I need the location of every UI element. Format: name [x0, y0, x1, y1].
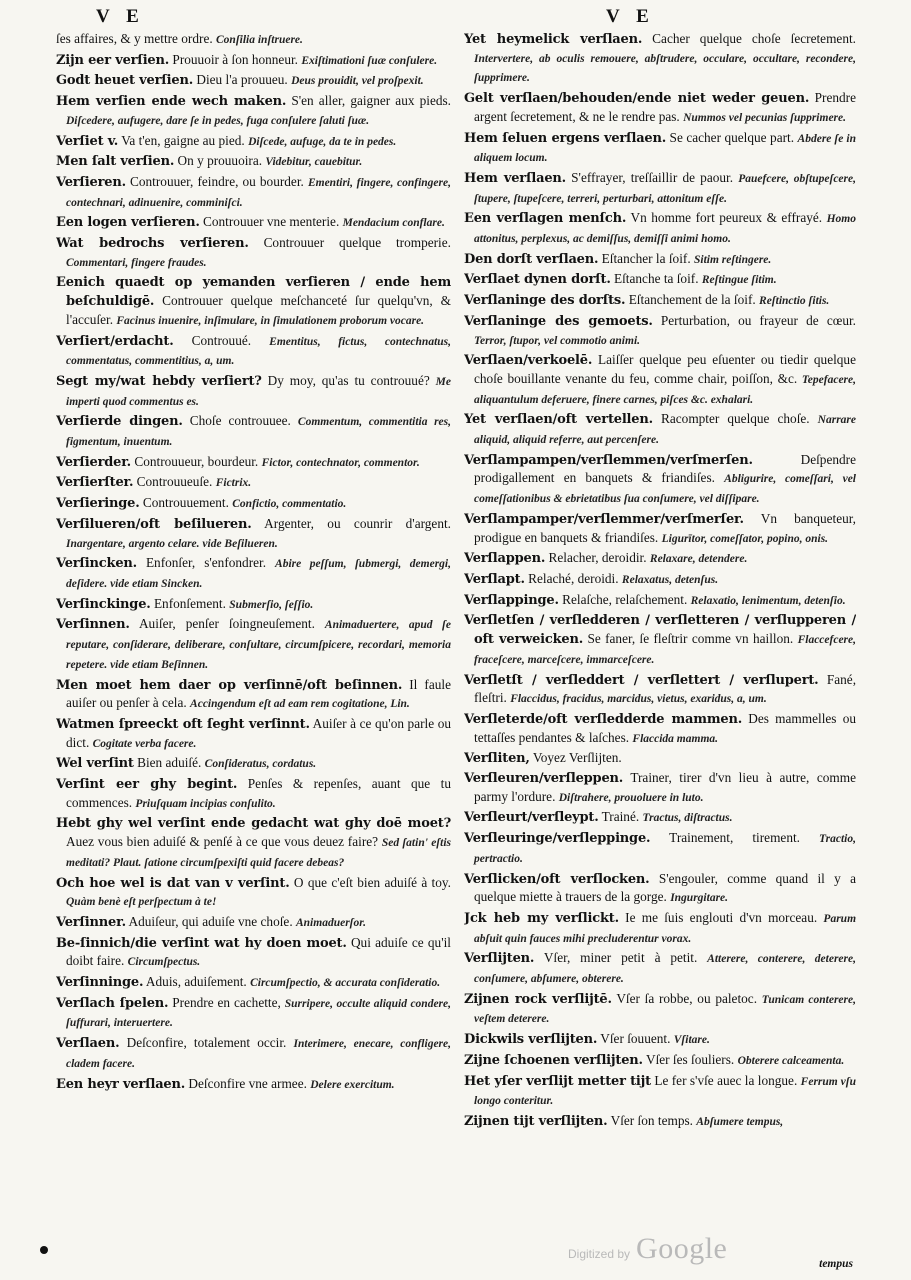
headword: Zijn eer verſien.	[56, 52, 170, 68]
latin-gloss: Homo attonitus, perplexus, ac demiſſus, demiſſi animi homo.	[474, 213, 856, 246]
latin-gloss: Tractus, diſtractus.	[642, 812, 733, 825]
dictionary-entry	[464, 829, 856, 868]
headword: Verſierſter.	[56, 475, 134, 491]
french-gloss: Relaché, deroidi.	[528, 570, 619, 586]
french-gloss: Ie me ſuis englouti d'vn morceau.	[625, 909, 818, 925]
headword: Verſiert/erdacht.	[56, 333, 174, 349]
dictionary-entry	[56, 934, 451, 972]
french-gloss: Controuuer quelque tromperie.	[263, 235, 451, 251]
dictionary-entry	[464, 351, 856, 409]
headword: Verſinnen.	[56, 617, 130, 633]
dictionary-entry	[464, 291, 856, 311]
headword: Godt heuet verſien.	[56, 73, 194, 89]
dictionary-entry	[56, 473, 451, 493]
french-gloss: Controuueuſe.	[136, 474, 213, 490]
dictionary-entry	[56, 234, 451, 272]
dictionary-entry	[56, 775, 451, 813]
headword: Zijne ſchoenen verſlijten.	[464, 1052, 643, 1068]
dictionary-entry	[56, 994, 451, 1033]
dictionary-entry	[56, 152, 451, 172]
latin-gloss: Flaccidus, fracidus, marcidus, vietus, exaridus, a, um.	[510, 693, 767, 706]
headword: Verſleuringe/verſleppinge.	[464, 831, 651, 847]
latin-gloss: Circumſpectio, & accurata conſideratio.	[250, 977, 441, 990]
dictionary-entry	[56, 615, 451, 674]
french-gloss: Enfonſement.	[153, 595, 226, 611]
french-gloss: S'engouler, comme quand il y a quelque miette à trauers de la gorge.	[474, 870, 856, 905]
french-gloss: Prendre argent ſecretement, & ne le rendre pas.	[474, 90, 856, 124]
latin-gloss: Animaduertere, apud ſe reputare, conſiderare, deliberare, conſultare, circumſpicere, recordari, memoria repetere. vide etiam Beſinnen.	[66, 619, 451, 671]
latin-gloss: Pauefcere, obſtupeſcere, ſtupere, ſtupeſcere, terreri, perturbari, attonitum eſſe.	[474, 172, 856, 205]
headword: Een logen verſieren.	[56, 215, 200, 231]
headword: Verſlaet dynen dorſt.	[464, 272, 611, 288]
headword: Hem verſlaen.	[464, 170, 566, 186]
dictionary-entry	[464, 30, 856, 88]
headword: Watmen ſpreeckt oft ſeght verſinnt.	[56, 716, 310, 732]
french-gloss: Deſpendre prodigallement en banquets & friandiſes.	[474, 451, 856, 486]
dictionary-entry	[56, 173, 451, 212]
dictionary-entry	[56, 494, 451, 514]
french-gloss: Laiſſer quelque peu eſuenter ou tiedir quelque choſe bouillante venante du feu, comme chair, poiſſon, &c.	[474, 352, 856, 386]
dictionary-entry	[56, 973, 451, 993]
headword: Verſlaninge des dorſts.	[464, 293, 626, 309]
dictionary-entry	[464, 1072, 856, 1111]
french-gloss: Controuuer vne menterie.	[203, 214, 340, 230]
dictionary-entry	[56, 913, 451, 933]
latin-gloss: Diſcede, aufuge, da te in pedes.	[248, 135, 397, 148]
dictionary-entry	[56, 715, 451, 753]
latin-gloss: Tractio, pertractio.	[474, 833, 856, 865]
dictionary-entry	[56, 332, 451, 371]
latin-gloss: Abdere ſe in aliquem locum.	[474, 132, 856, 165]
headword: Hem verſien ende wech maken.	[56, 94, 287, 110]
latin-gloss: Tepefacere, aliquantulum deferuere, finere carnes, piſces &c. exhalari.	[474, 373, 856, 406]
latin-gloss: Relaxatio, lenimentum, detenſio.	[690, 594, 846, 607]
dictionary-entry	[464, 270, 856, 290]
latin-gloss: Sitim reſtingere.	[693, 253, 772, 266]
headword: Zijnen tijt verſlijten.	[464, 1113, 608, 1129]
french-gloss: Choſe controuuee.	[189, 413, 291, 429]
latin-gloss: Deus prouidit, vel proſpexit.	[291, 75, 424, 88]
french-gloss: Se cacher quelque part.	[669, 129, 795, 145]
latin-gloss: Terror, ſtupor, vel commotio animi.	[474, 334, 641, 347]
latin-gloss: Confictio, commentatio.	[232, 498, 347, 511]
dictionary-entry	[56, 554, 451, 593]
latin-gloss: Relaxare, detendere.	[649, 553, 748, 566]
latin-gloss: Relaxatus, detenſus.	[621, 573, 719, 586]
latin-gloss: Abligurire, comeſſari, vel comeſſationibus & ebrietatibus ſua conſumere, vel diſſipare.	[474, 473, 856, 506]
headword: Yet heymelick verſlaen.	[464, 32, 643, 47]
french-gloss: Prouuoir à ſon honneur.	[172, 51, 298, 67]
headword: Verſierder.	[56, 454, 132, 470]
french-gloss: Racompter quelque choſe.	[661, 411, 810, 427]
ink-spot	[40, 1246, 48, 1254]
dictionary-entry	[56, 30, 451, 50]
latin-gloss: Flaccefcere, fraceſcere, marceſcere, immarceſcere.	[474, 634, 856, 666]
french-gloss: Aduis, aduiſement.	[145, 974, 247, 990]
dictionary-entry	[56, 515, 451, 553]
right-column	[464, 30, 856, 1240]
dictionary-entry	[464, 749, 856, 768]
french-gloss: Vn homme fort peureux & effrayé.	[630, 210, 823, 226]
headword: Men moet hem daer op verſinnē/oft beſinnen.	[56, 677, 403, 693]
headword: Het yſer verſlijt metter tijt	[464, 1073, 651, 1089]
headword: Gelt verſlaen/behouden/ende niet weder geuen.	[464, 91, 810, 107]
dictionary-entry	[464, 1112, 856, 1132]
headword: Een heyr verſlaen.	[56, 1076, 186, 1092]
dictionary-entry	[464, 990, 856, 1029]
french-gloss: Vn banqueteur, prodigue en banquets & friandiſes.	[474, 510, 856, 545]
dictionary-entry	[56, 676, 451, 714]
dictionary-entry	[56, 273, 451, 330]
dictionary-entry	[56, 595, 451, 615]
headword: Eenich quaedt op yemanden verſieren / ende hem beſchuldigē.	[56, 275, 451, 310]
dictionary-entry	[464, 129, 856, 168]
french-gloss: Bien aduiſé.	[137, 755, 202, 771]
dictionary-entry	[56, 71, 451, 91]
dictionary-entry	[56, 412, 451, 451]
latin-gloss: Commentari, fingere fraudes.	[66, 256, 207, 269]
french-gloss: Cacher quelque choſe ſecretement.	[652, 31, 856, 46]
latin-gloss: Interimere, enecare, confligere, cladem facere.	[66, 1038, 451, 1070]
headword: Verſlaninge des gemoets.	[464, 313, 653, 329]
google-logo: Google	[636, 1232, 728, 1265]
french-gloss: S'en aller, gaigner aux pieds.	[291, 93, 451, 109]
dictionary-entry	[464, 808, 856, 828]
headword: Jck heb my verſlickt.	[464, 910, 619, 926]
dictionary-entry	[56, 213, 451, 233]
latin-gloss: Exiſtimationi ſuæ conſulere.	[301, 54, 438, 67]
headword: Den dorſt verſlaen.	[464, 251, 599, 267]
french-gloss: Va t'en, gaigne au pied.	[121, 132, 245, 148]
dictionary-entry	[464, 209, 856, 248]
headword: Verſleuren/verſleppen.	[464, 771, 624, 787]
watermark-caption: Digitized by	[568, 1247, 631, 1261]
dictionary-entry	[464, 570, 856, 590]
latin-gloss: Reſtingue ſitim.	[701, 274, 777, 287]
latin-gloss: Ligurītor, comeſſator, popino, onis.	[661, 532, 829, 545]
french-gloss: Relacher, deroidir.	[548, 550, 647, 566]
latin-gloss: Fictrix.	[215, 477, 252, 490]
dictionary-entry	[464, 909, 856, 948]
dictionary-entry	[56, 814, 451, 872]
french-gloss: Se faner, ſe fleſtrir comme vn haillon.	[587, 631, 794, 647]
headword: Yet verſlaen/oft vertellen.	[464, 412, 653, 428]
dictionary-entry	[464, 591, 856, 611]
running-head-left: V E	[96, 6, 145, 27]
latin-gloss: Nummos vel pecunias ſupprimere.	[683, 111, 847, 124]
french-gloss: Trainé.	[601, 809, 640, 825]
latin-gloss: Circumſpectus.	[127, 956, 201, 969]
latin-gloss: Diſtrahere, prouoluere in luto.	[558, 791, 704, 804]
latin-gloss: Submerſio, ſeſſio.	[229, 598, 314, 611]
french-gloss: Auiſer, penſer ſoingneuſement.	[138, 616, 315, 632]
latin-gloss: Surripere, occulte aliquid condere, ſuffurari, interuertere.	[66, 997, 451, 1030]
french-gloss: Aduiſeur, qui aduiſe vne choſe.	[128, 913, 293, 929]
headword: Verſierde dingen.	[56, 414, 183, 430]
french-gloss: Argenter, ou counrir d'argent.	[264, 515, 451, 531]
french-gloss: Enfonſer, s'enfondrer.	[145, 555, 267, 571]
headword: Wat bedrochs verſieren.	[56, 236, 249, 252]
latin-gloss: Ementitus, fictus, contechnatus, commentatus, commentitius, a, um.	[66, 335, 451, 368]
dictionary-entry	[464, 949, 856, 988]
running-head-right: V E	[606, 6, 655, 27]
headword: Verſliten,	[464, 751, 530, 767]
headword: Verſlach ſpelen.	[56, 995, 169, 1011]
digitized-watermark	[568, 1232, 727, 1266]
dictionary-entry	[56, 1075, 451, 1095]
dictionary-entry	[56, 92, 451, 130]
french-gloss: Fané, fleſtri.	[474, 671, 856, 706]
headword: Och hoe wel is dat van v verſint.	[56, 875, 290, 891]
latin-gloss: Inargentare, argento celare. vide Beſilueren.	[66, 537, 278, 550]
french-gloss: Vſer ſa robbe, ou paletoc.	[616, 990, 758, 1006]
french-gloss: Vſer ſon temps.	[610, 1112, 693, 1128]
headword: Verſlaen.	[56, 1036, 120, 1052]
headword: Wel verſint	[56, 756, 134, 772]
french-gloss: Controuuer quelque meſchanceté ſur quelqu'vn, & l'accuſer.	[66, 293, 451, 327]
latin-gloss: Priuſquam incipias conſulito.	[135, 797, 276, 810]
catchword: tempus	[819, 1258, 853, 1270]
french-gloss: Controuueur, bourdeur.	[134, 453, 259, 469]
french-gloss: Controuuement.	[142, 495, 229, 511]
french-gloss: Auez vous bien aduiſé & penſé à ce que vous deuez faire?	[66, 834, 379, 850]
headword: Verſlaen/verkoelē.	[464, 353, 593, 369]
headword: Verſinckinge.	[56, 596, 151, 612]
dictionary-entry	[464, 410, 856, 449]
headword: Verſint eer ghy begint.	[56, 777, 238, 793]
dictionary-entry	[464, 312, 856, 350]
french-gloss: Auiſer à ce qu'on parle ou dict.	[66, 715, 451, 750]
dictionary-entry	[464, 89, 856, 127]
french-gloss: Le fer s'vſe auec la longue.	[654, 1072, 798, 1088]
latin-gloss: Intervertere, ab oculis remouere, abſtrudere, occulare, occultare, recondere, ſupprimere.	[474, 52, 856, 85]
headword: Zijnen rock verſlijtē.	[464, 991, 612, 1007]
latin-gloss: Delere exercitum.	[310, 1078, 395, 1091]
latin-gloss: Quàm benè eſt perſpectum à te!	[66, 896, 217, 909]
french-gloss: Eſtancher la ſoif.	[601, 250, 691, 266]
headword: Verſletſt / verſleddert / verſlettert / verſlupert.	[464, 672, 819, 688]
headword: Verſiet v.	[56, 133, 119, 149]
dictionary-entry	[464, 451, 856, 509]
french-gloss: On y prouuoira.	[177, 153, 263, 169]
latin-gloss: Accingendum eſt ad eam rem cogitatione, Lin.	[190, 698, 410, 711]
headword: Men ſalt verſien.	[56, 154, 175, 170]
headword: Verſlapt.	[464, 571, 525, 587]
dictionary-entry	[464, 1030, 856, 1050]
french-gloss: Dy moy, qu'as tu controuué?	[267, 372, 430, 388]
latin-gloss: Atterere, conterere, deterere, conſumere, abſumere, obterere.	[474, 953, 856, 986]
headword: Verſletſen / verſledderen / verſletteren / verſlupperen / oft verweicken.	[464, 613, 856, 648]
dictionary-entry	[464, 510, 856, 548]
headword: Dickwils verſlijten.	[464, 1032, 598, 1048]
french-gloss: Controuuer, feindre, ou bourder.	[130, 173, 304, 189]
french-gloss: Qui aduiſe ce qu'il doibt faire.	[66, 934, 451, 969]
headword: Verſleterde/oft verſledderde mammen.	[464, 711, 743, 727]
french-gloss: Perturbation, ou frayeur de cœur.	[660, 312, 856, 328]
french-gloss: Eſtanche ta ſoif.	[613, 271, 699, 287]
dictionary-entry	[56, 1034, 451, 1073]
french-gloss: Relaſche, relaſchement.	[562, 591, 688, 607]
latin-gloss: Ementiri, fingere, confingere, contechnari, adinuenire, comminiſci.	[66, 176, 451, 209]
latin-gloss: Fictor, contechnator, commentor.	[261, 456, 420, 469]
latin-gloss: Ferrum vſu longo conteritur.	[474, 1075, 856, 1108]
latin-gloss: Abire peſſum, ſubmergi, demergi, deſidere. vide etiam Sincken.	[66, 558, 451, 590]
latin-gloss: Cogitate verba facere.	[92, 737, 197, 750]
headword: Verſieringe.	[56, 496, 140, 512]
latin-gloss: Commentum, commentitia res, figmentum, inuentum.	[66, 416, 451, 449]
dictionary-entry	[464, 549, 856, 569]
latin-gloss: Facinus inuenire, inſimulare, in ſimulationem proborum vocare.	[116, 314, 425, 327]
latin-gloss: Obterere calceamenta.	[737, 1054, 845, 1067]
french-gloss: ſes affaires, & y mettre ordre.	[56, 31, 213, 46]
french-gloss: Trainer, tirer d'vn lieu à autre, comme parmy l'ordure.	[474, 770, 856, 804]
french-gloss: Vſer, miner petit à petit.	[543, 950, 698, 966]
headword: Be-ſinnich/die verſint wat hy doen moet.	[56, 935, 347, 951]
page-header	[0, 6, 911, 28]
headword: Hem ſeluen ergens verſlaen.	[464, 130, 667, 146]
headword: Verſlijten.	[464, 951, 535, 967]
headword: Verſieren.	[56, 174, 126, 190]
french-gloss: Vſer ſes ſouliers.	[645, 1051, 735, 1067]
french-gloss: O que c'eſt bien aduiſé à toy.	[293, 874, 451, 890]
headword: Verſlappen.	[464, 551, 546, 567]
headword: Verſilueren/oft beſilueren.	[56, 516, 252, 532]
dictionary-entry	[464, 169, 856, 208]
dictionary-entry	[464, 870, 856, 908]
latin-gloss: Conſideratus, cordatus.	[204, 758, 317, 771]
dictionary-entry	[464, 769, 856, 807]
dictionary-entry	[56, 51, 451, 71]
headword: Verſlampampen/verſlemmen/verſmerſen.	[464, 452, 753, 468]
french-gloss: Vſer ſouuent.	[600, 1031, 671, 1047]
latin-gloss: Abſumere tempus,	[696, 1115, 784, 1128]
latin-gloss: Vſitare.	[673, 1034, 710, 1047]
headword: Hebt ghy wel verſint ende gedacht wat ghy doē moet?	[56, 816, 451, 832]
dictionary-entry	[464, 710, 856, 748]
french-gloss: Eſtanchement de la ſoif.	[628, 292, 756, 308]
dictionary-entry	[56, 754, 451, 774]
dictionary-entry	[464, 671, 856, 709]
latin-gloss: Narrare aliquid, aliquid referre, aut percenſere.	[474, 414, 856, 447]
french-gloss: S'effrayer, treſſaillir de paour.	[571, 169, 734, 185]
headword: Verſlampamper/verſlemmer/verſmerſer.	[464, 511, 744, 527]
latin-gloss: Mendacium conflare.	[342, 217, 445, 230]
latin-gloss: Diſcedere, aufugere, dare ſe in pedes, fuga conſulere ſaluti ſuæ.	[66, 114, 370, 127]
dictionary-entry	[56, 132, 451, 152]
headword: Verſlappinge.	[464, 592, 559, 608]
french-gloss: Trainement, tirement.	[669, 830, 800, 846]
dictionary-entry	[464, 611, 856, 669]
latin-gloss: Conſilia inſtruere.	[216, 34, 303, 46]
french-gloss: Penſes & repenſes, auant que tu commences.	[66, 776, 451, 810]
dictionary-entry	[56, 453, 451, 473]
french-gloss: Deſconfire, totalement occir.	[126, 1035, 287, 1051]
latin-gloss: Animaduerſor.	[295, 916, 366, 929]
latin-gloss: Videbitur, cauebitur.	[265, 156, 363, 169]
headword: Verſlicken/oft verſlocken.	[464, 871, 650, 887]
left-column	[56, 30, 451, 1240]
french-gloss: Il faule auiſer ou penſer à cela.	[66, 676, 451, 711]
latin-gloss: Sed ſatin' eſtis meditati? Plaut. ſatione circumſpexiſti quid facere debeas?	[66, 837, 451, 869]
headword: Een verſlagen menſch.	[464, 211, 627, 227]
dictionary-entry	[56, 874, 451, 912]
french-gloss: Deſconfire vne armee.	[188, 1075, 307, 1091]
headword: Verſincken.	[56, 556, 137, 572]
latin-gloss: Parum abſuit quin fauces mihi precluderentur vorax.	[474, 912, 856, 945]
french-gloss: Prendre en cachette,	[172, 994, 281, 1010]
headword: Verſleurt/verſleypt.	[464, 810, 599, 826]
latin-gloss: Reſtinctio ſitis.	[759, 295, 830, 308]
dictionary-entry	[464, 250, 856, 270]
french-gloss: Des mammelles ou tettaſſes pendantes & laſches.	[474, 710, 856, 745]
latin-gloss: Ingurgitare.	[670, 892, 729, 905]
latin-gloss: Tunicam conterere, veſtem deterere.	[474, 993, 856, 1026]
latin-gloss: Flaccida mamma.	[632, 732, 719, 745]
headword: Verſinner.	[56, 914, 126, 930]
headword: Segt my/wat hebdy verſiert?	[56, 373, 262, 389]
latin-gloss: Me imperti quod commentus es.	[66, 375, 451, 408]
french-gloss: Controuué.	[191, 332, 252, 348]
french-gloss: Dieu l'a prouueu.	[196, 72, 288, 88]
dictionary-entry	[464, 1051, 856, 1071]
headword: Verſinninge.	[56, 975, 144, 991]
french-gloss: Voyez Verſlijten.	[532, 750, 622, 766]
dictionary-entry	[56, 372, 451, 411]
